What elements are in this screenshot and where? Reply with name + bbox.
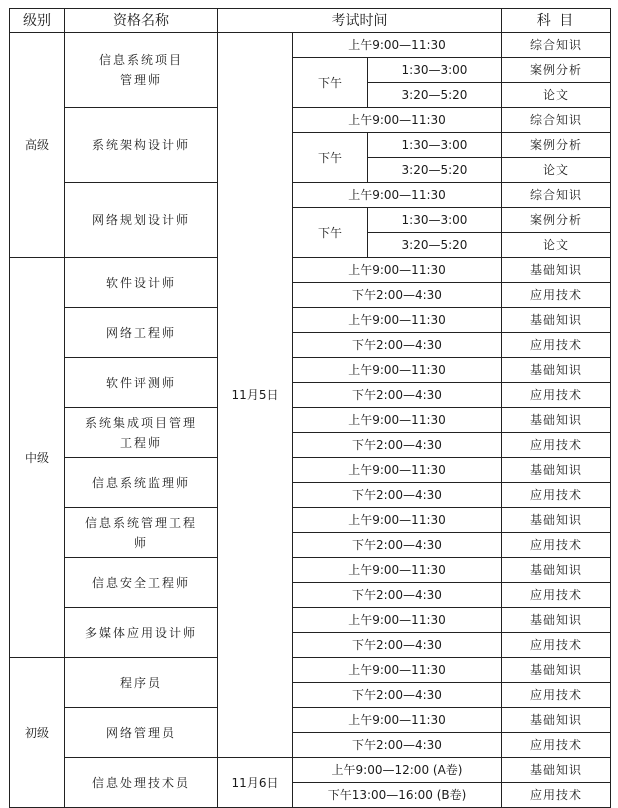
table-row <box>10 33 611 58</box>
qual-system-architect: 系统架构设计师 <box>65 108 218 183</box>
date-nov5: 11月5日 <box>218 33 293 758</box>
qual-network-admin: 网络管理员 <box>65 708 218 758</box>
subject: 应用技术 <box>502 583 611 608</box>
table-row <box>10 758 611 783</box>
exam-time: 上午9:00—12:00 (A卷) <box>293 758 502 783</box>
qual-multimedia-designer: 多媒体应用设计师 <box>65 608 218 658</box>
qual-programmer: 程序员 <box>65 658 218 708</box>
header-exam-time: 考试时间 <box>218 9 502 33</box>
exam-time: 上午9:00—11:30 <box>293 183 502 208</box>
qual-line: 师 <box>133 535 148 550</box>
exam-time: 下午2:00—4:30 <box>293 433 502 458</box>
table-row <box>10 658 611 683</box>
header-row <box>10 9 611 33</box>
table-row <box>10 458 611 483</box>
header-level: 级别 <box>10 9 65 33</box>
subject: 应用技术 <box>502 733 611 758</box>
table-row <box>10 708 611 733</box>
subject: 论文 <box>502 233 611 258</box>
qual-line: 管理师 <box>119 73 162 87</box>
subject: 基础知识 <box>502 308 611 333</box>
subject: 基础知识 <box>502 358 611 383</box>
qual-line: 工程师 <box>119 435 162 450</box>
table-row <box>10 183 611 208</box>
table-row <box>10 608 611 633</box>
subject: 论文 <box>502 158 611 183</box>
qual-line: 系统集成项目管理 <box>84 415 197 430</box>
exam-time: 上午9:00—11:30 <box>293 108 502 133</box>
subject: 综合知识 <box>502 108 611 133</box>
table-row <box>10 108 611 133</box>
qual-info-processing-tech: 信息处理技术员 <box>65 758 218 808</box>
subject: 综合知识 <box>502 33 611 58</box>
subject: 基础知识 <box>502 408 611 433</box>
exam-time: 下午2:00—4:30 <box>293 533 502 558</box>
qual-line: 信息系统管理工程 <box>84 515 197 530</box>
subject: 应用技术 <box>502 283 611 308</box>
exam-time: 上午9:00—11:30 <box>293 708 502 733</box>
exam-time: 3:20—5:20 <box>368 83 502 108</box>
subject: 案例分析 <box>502 208 611 233</box>
header-subject: 科 目 <box>502 9 611 33</box>
subject: 综合知识 <box>502 183 611 208</box>
table-row <box>10 408 611 433</box>
level-mid: 中级 <box>10 258 65 658</box>
subject: 基础知识 <box>502 658 611 683</box>
exam-time: 下午2:00—4:30 <box>293 283 502 308</box>
afternoon-label: 下午 <box>293 133 368 183</box>
subject: 基础知识 <box>502 758 611 783</box>
subject: 应用技术 <box>502 383 611 408</box>
exam-time: 3:20—5:20 <box>368 233 502 258</box>
exam-time: 上午9:00—11:30 <box>293 458 502 483</box>
qual-it-supervisor: 信息系统监理师 <box>65 458 218 508</box>
qual-software-tester: 软件评测师 <box>65 358 218 408</box>
qual-system-integration-pm <box>65 408 218 458</box>
exam-time: 下午2:00—4:30 <box>293 583 502 608</box>
subject: 基础知识 <box>502 558 611 583</box>
exam-schedule-table <box>9 8 611 808</box>
subject: 基础知识 <box>502 608 611 633</box>
afternoon-label: 下午 <box>293 58 368 108</box>
subject: 基础知识 <box>502 458 611 483</box>
table-row <box>10 558 611 583</box>
qual-network-planner: 网络规划设计师 <box>65 183 218 258</box>
exam-time: 1:30—3:00 <box>368 133 502 158</box>
header-qualification: 资格名称 <box>65 9 218 33</box>
subject: 应用技术 <box>502 333 611 358</box>
qual-it-project-manager <box>65 33 218 108</box>
exam-time: 上午9:00—11:30 <box>293 608 502 633</box>
qual-software-designer: 软件设计师 <box>65 258 218 308</box>
subject: 基础知识 <box>502 508 611 533</box>
exam-time: 下午2:00—4:30 <box>293 383 502 408</box>
subject: 应用技术 <box>502 433 611 458</box>
exam-time: 下午2:00—4:30 <box>293 633 502 658</box>
table-row <box>10 308 611 333</box>
subject: 论文 <box>502 83 611 108</box>
exam-time: 上午9:00—11:30 <box>293 258 502 283</box>
level-senior: 高级 <box>10 33 65 258</box>
exam-time: 上午9:00—11:30 <box>293 658 502 683</box>
subject: 应用技术 <box>502 483 611 508</box>
exam-time: 上午9:00—11:30 <box>293 33 502 58</box>
exam-time: 下午13:00—16:00 (B卷) <box>293 783 502 808</box>
exam-time: 上午9:00—11:30 <box>293 358 502 383</box>
qual-line: 信息系统项目 <box>98 53 183 67</box>
date-nov6: 11月6日 <box>218 758 293 808</box>
subject: 基础知识 <box>502 258 611 283</box>
exam-time: 下午2:00—4:30 <box>293 733 502 758</box>
exam-time: 1:30—3:00 <box>368 58 502 83</box>
qual-network-engineer: 网络工程师 <box>65 308 218 358</box>
qual-info-security-engineer: 信息安全工程师 <box>65 558 218 608</box>
subject: 应用技术 <box>502 683 611 708</box>
exam-time: 下午2:00—4:30 <box>293 683 502 708</box>
exam-time: 上午9:00—11:30 <box>293 558 502 583</box>
afternoon-label: 下午 <box>293 208 368 258</box>
exam-time: 上午9:00—11:30 <box>293 408 502 433</box>
level-junior: 初级 <box>10 658 65 808</box>
subject: 案例分析 <box>502 58 611 83</box>
qual-it-management-engineer <box>65 508 218 558</box>
subject: 案例分析 <box>502 133 611 158</box>
subject: 应用技术 <box>502 783 611 808</box>
exam-time: 上午9:00—11:30 <box>293 508 502 533</box>
subject: 应用技术 <box>502 533 611 558</box>
exam-time: 1:30—3:00 <box>368 208 502 233</box>
exam-time: 下午2:00—4:30 <box>293 333 502 358</box>
subject: 基础知识 <box>502 708 611 733</box>
table-row <box>10 258 611 283</box>
exam-time: 下午2:00—4:30 <box>293 483 502 508</box>
subject: 应用技术 <box>502 633 611 658</box>
table-row <box>10 508 611 533</box>
table-row <box>10 358 611 383</box>
exam-time: 上午9:00—11:30 <box>293 308 502 333</box>
exam-time: 3:20—5:20 <box>368 158 502 183</box>
